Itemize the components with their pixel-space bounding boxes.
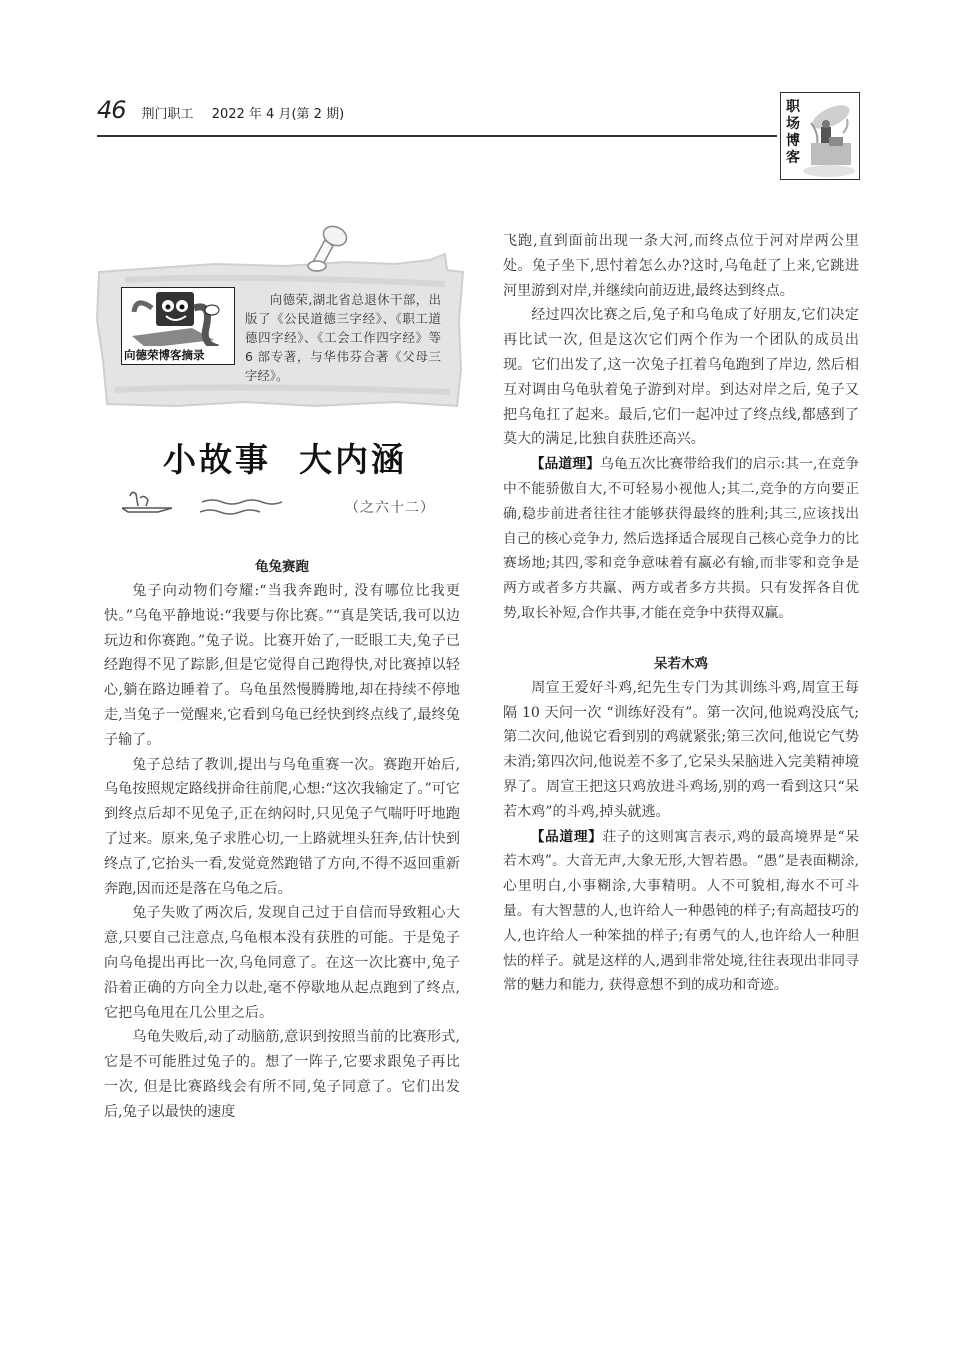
running-header [97, 96, 344, 124]
page-number: 46 [97, 96, 126, 124]
story-paragraph: 兔子总结了教训,提出与乌龟重赛一次。赛跑开始后,乌龟按照规定路线拼命往前爬,心想:“这次我输定了。”可它到终点后却不见兔子,正在纳闷时,只见兔子气喘吁吁地跑了过来。原来,兔子求胜心切,一上路就埋头狂奔,估计快到终点了,它抬头一看,发觉竟然跑错了方向,不得不返回重新奔跑,因而还是落在乌龟之后。 [104, 756, 460, 897]
moral-section [503, 825, 859, 999]
author-card [95, 250, 465, 410]
story-paragraph: 周宣王爱好斗鸡,纪先生专门为其训练斗鸡,周宣王每隔 10 天问一次 “训练好没有”。第一次问,他说鸡没底气;第二次问,他说它看到别的鸡就紧张;第三次问,他说它气势未消;第四次问,他说差不多了,它呆头呆脑进入完美精神境界了。周宣王把这只鸡放进斗鸡场,别的鸡一看到这只“呆若木鸡”的斗鸡,掉头就逃。 [503, 679, 859, 820]
moral-tag: 【品道理】 [530, 828, 603, 845]
story-paragraph: 兔子失败了两次后, 发现自己过于自信而导致粗心大意,只要自己注意点,乌龟根本没有获胜的可能。于是兔子向乌龟提出再比一次,乌龟同意了。在这一次比赛中,兔子沿着正确的方向全力以赴,毫不停歇地从起点跑到了终点,它把乌龟甩在几公里之后。 [104, 905, 460, 1021]
thumbnail-caption: 向德荣博客摘录 [122, 346, 234, 364]
issue-date: 2022 年 4 月(第 2 期) [211, 107, 345, 122]
publication-info [142, 103, 345, 122]
blog-thumbnail [121, 287, 235, 365]
right-column [503, 229, 859, 998]
title-part-1: 小故事 [163, 440, 271, 479]
author-bio: 向德荣,湖北省总退休干部，出版了《公民道德三字经》、《职工道德四字经》、《工会工作四字经》等 6 部专著，与华伟芬合著《父母三字经》。 [245, 292, 441, 383]
story-paragraph: 经过四次比赛之后,兔子和乌龟成了好朋友,它们决定再比试一次, 但是这次它们两个作为一个团队的成员出现。它们出发了,这一次兔子扛着乌龟跑到了岸边, 然后相互对调由乌龟驮着兔子游到对岸。到达对岸之后, 兔子又把乌龟扛了起来。最后,它们一起冲过了终点线,都感到了莫大的满足,比独自获胜还高兴。 [503, 307, 859, 448]
publication-name: 荆门职工 [141, 107, 194, 122]
article-title [100, 434, 470, 481]
cartoon-computer-icon [122, 288, 234, 350]
story-paragraph-continued: 飞跑,直到面前出现一条大河,而终点位于河对岸两公里处。兔子坐下,思忖着怎么办?这时,乌龟赶了上来,它跳进河里游到对岸,并继续向前迈进,最终达到终点。 [503, 233, 859, 299]
office-worker-icon [799, 93, 859, 179]
story-heading: 龟兔赛跑 [255, 559, 309, 575]
series-number: （之六十二） [345, 500, 435, 516]
column-label: 职场博客 [786, 99, 800, 166]
moral-tag: 【品道理】 [530, 456, 601, 473]
moral-text: 荘子的这则寓言表示,鸡的最高境界是“呆若木鸡”。大音无声,大象无形,大智若愚。“愚”是表面糊涂,心里明白,小事糊涂,大事精明。人不可貌相,海水不可斗量。有大智慧的人,也许给人一种愚钝的样子;有高超技巧的人,也许给人一种笨拙的样子;有勇气的人,也许给人一种胆怯的样子。就是这样的人,遇到非常处境,往往表现出非同寻常的魅力和能力, 获得意想不到的成功和奇迹。 [503, 828, 859, 994]
title-part-2: 大内涵 [299, 440, 407, 479]
moral-text: 乌龟五次比赛带给我们的启示:其一,在竞争中不能骄傲自大,不可轻易小视他人;其二,竞争的方向要正确,稳步前进者往往才能够获得最终的胜利;其三,应该找出自己的核心竞争力, 然后选择适合展现自己核心竞争力的比赛场地;其四,零和竞争意味着有赢必有输,而非零和竞争是两方或者多方共赢、两方或者多方共损。只有发挥各自优势,取长补短,合作共事,才能在竞争中获得双赢。 [503, 456, 860, 621]
story-heading: 呆若木鸡 [654, 655, 708, 672]
pushpin-icon [303, 222, 353, 282]
column-badge [780, 92, 860, 180]
story-paragraph: 兔子向动物们夸耀:“当我奔跑时, 没有哪位比我更快。”乌龟平静地说:“我要与你比赛。”“真是笑话,我可以边玩边和你赛跑。”兔子说。比赛开始了,一眨眼工夫,兔子已经跑得不见了踪影,但是它觉得自己跑得快,对比赛掉以轻心,躺在路边睡着了。乌龟虽然慢腾腾地,却在持续不停地走,当兔子一觉醒来,它看到乌龟已经快到终点线了,最终兔子输了。 [104, 583, 460, 748]
boat-waves-icon [122, 488, 302, 520]
header-rule [97, 135, 777, 137]
left-column [104, 555, 460, 1125]
moral-section [503, 452, 859, 626]
story-paragraph: 乌龟失败后,动了动脑筋,意识到按照当前的比赛形式,它是不可能胜过兔子的。想了一阵子,它要求跟兔子再比一次, 但是比赛路线会有所不同,兔子同意了。它们出发后,兔子以最快的速度 [104, 1029, 460, 1120]
